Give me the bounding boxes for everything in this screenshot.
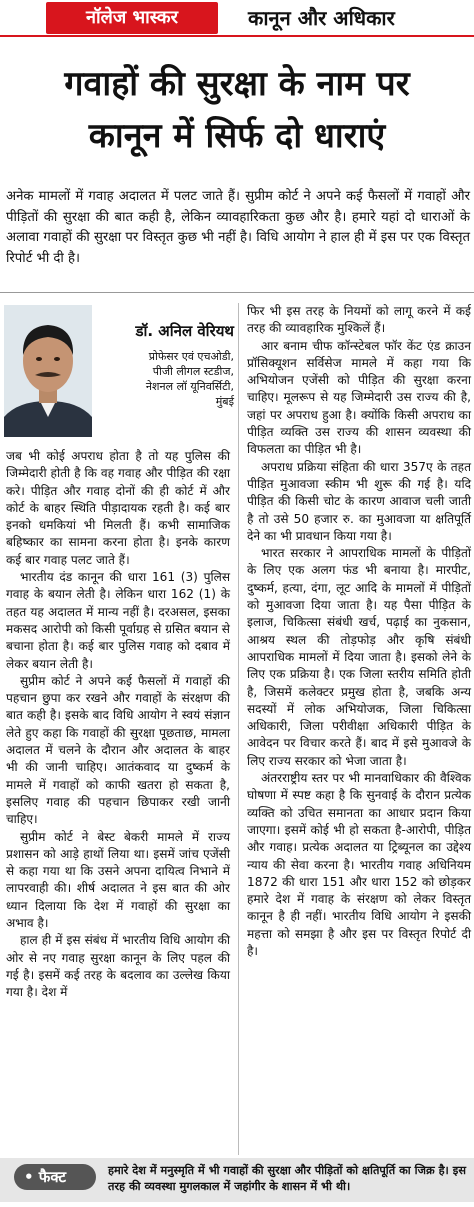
article-column-left bbox=[6, 448, 230, 1002]
author-designation-line1: प्रोफेसर एवं एचओडी, bbox=[148, 350, 234, 363]
author-box bbox=[4, 303, 234, 441]
paragraph: जब भी कोई अपराध होता है तो यह पुलिस की जिम्मेदारी होती है कि वह गवाह और पीड़ित की रक्षा करे। पीड़ित और गवाह दोनों की ही कोर्ट में और कोर्ट के बाहर स्थिति पीड़ादायक रहती है। कई बार इनको धमकियां भी मिलती हैं। कभी सामाजिक बहिष्कार का सामना करना होता है। इनके कारण कई बार गवाह पलट जाते हैं। bbox=[6, 449, 230, 567]
intro-divider bbox=[0, 292, 474, 293]
author-designation-line4: मुंबई bbox=[215, 395, 234, 408]
headline-line2: कानून में सिर्फ दो धाराएं bbox=[88, 116, 386, 156]
column-divider bbox=[238, 303, 239, 1155]
fact-text: हमारे देश में मनुस्मृति में भी गवाहों की सुरक्षा और पीड़ितों को क्षतिपूर्ति का जिक्र है। इस तरह की व्यवस्था मुगलकाल में जहांगीर के शासन में भी थी। bbox=[108, 1164, 466, 1193]
paragraph: सुप्रीम कोर्ट ने अपने कई फैसलों में गवाहों की पहचान छुपा कर रखने और गवाहों के संरक्षण की बात कही है। इसके बाद विधि आयोग ने स्वयं संज्ञान लेते हुए कहा कि गवाहों की सुरक्षा पूछताछ, मामला अदालत में चलने के दौरान और अदालत के बाहर भी की जानी चाहिए। आतंकवाद या दुष्कर्म के मामले में गवाहों को काफी खतरा हो सकता है, इसलिए गवाह की पहचान छिपाकर रखी जानी चाहिए। bbox=[6, 673, 230, 827]
fact-label: • फैक्ट bbox=[14, 1164, 96, 1190]
headline bbox=[0, 58, 474, 162]
article-column-right bbox=[247, 303, 471, 960]
paragraph: आर बनाम चीफ कॉन्स्टेबल फॉर केंट एंड क्राउन प्रॉसिक्यूशन सर्विसेज मामले में कहा गया कि अभियोजन एजेंसी को पीड़ित की सुरक्षा करना चाहिए। मूलरूप से यह जिम्मेदारी उस राज्य की है, जहां पर अपराध हुआ है। क्योंकि किसी अपराध का पीड़ित व्यक्ति उस राज्य की शासन व्यवस्था की विफलता का पीड़ित भी है। bbox=[247, 338, 471, 457]
fact-box bbox=[0, 1158, 474, 1202]
paragraph: सुप्रीम कोर्ट ने बेस्ट बेकरी मामले में राज्य प्रशासन को आड़े हाथों लिया था। इसमें जांच एजेंसी से कहा गया था कि उसने अपना दायित्व निभाने में लापरवाही की। शीर्ष अदालत ने इस बात की ओर ध्यान दिलाया कि देश में गवाहों की सुरक्षा का अभाव है। bbox=[6, 829, 230, 931]
headline-line1: गवाहों की सुरक्षा के नाम पर bbox=[64, 64, 410, 104]
masthead-divider bbox=[0, 35, 474, 37]
paragraph: फिर भी इस तरह के नियमों को लागू करने में कई तरह की व्यावहारिक मुश्किलें हैं। bbox=[247, 304, 471, 336]
masthead bbox=[0, 0, 474, 38]
brand-label: नॉलेज भास्कर bbox=[46, 2, 218, 34]
paragraph: हाल ही में इस संबंध में भारतीय विधि आयोग की ओर से नए गवाह सुरक्षा कानून के लिए पहल की गई है। इसमें कई तरह के बदलाव का उल्लेख किया गया है। देश में bbox=[6, 933, 230, 1000]
paragraph: भारतीय दंड कानून की धारा 161 (3) पुलिस गवाह के बयान लेती है। लेकिन धारा 162 (1) के तहत यह अदालत में मान्य नहीं है। दरअसल, इसका मकसद आरोपी को किसी पूर्वाग्रह से ग्रसित बयान से बचाना होता है। कई बार पुलिस गवाह को दबाव में लेकर बयान लेती है। bbox=[6, 570, 230, 671]
paragraph: अंतरराष्ट्रीय स्तर पर भी मानवाधिकार की वैश्विक घोषणा में स्पष्ट कहा है कि सुनवाई के दौरान प्रत्येक व्यक्ति को उचित समानता का आधार प्रदान किया जाएगा। इसमें कोई भी हो सकता है-आरोपी, पीड़ित और गवाह। प्रत्येक अदालत या ट्रिब्यूनल का उद्देश्य न्याय की सेवा करना है। भारतीय गवाह अधिनियम 1872 की धारा 151 और धारा 152 को छोड़कर हमारे देश में गवाह के संरक्षण को लेकर विस्तृत कानून है ही नहीं। भारतीय विधि आयोग ने इसकी महत्ता को समझा है और इस पर विस्तृत रिपोर्ट दी है। bbox=[247, 771, 471, 958]
author-designation-line2: पीजी लीगल स्टडीज, bbox=[152, 365, 234, 378]
author-designation-line3: नेशनल लॉ यूनिवर्सिटी, bbox=[145, 380, 234, 393]
paragraph: अपराध प्रक्रिया संहिता की धारा 357ए के तहत पीड़ित मुआवजा स्कीम भी शुरू की गई है। यदि पीड़ित की किसी चोट के कारण आवाज चली जाती है तो उसे 50 हजार रु. का मुआवजा या क्षतिपूर्ति देने का भी प्रावधान किया गया है। bbox=[247, 459, 471, 543]
author-designation bbox=[100, 349, 234, 409]
intro-paragraph: अनेक मामलों में गवाह अदालत में पलट जाते हैं। सुप्रीम कोर्ट ने अपने कई फैसलों में गवाहों और पीड़ितों की सुरक्षा की बात कही है, लेकिन व्यावहारिकता कुछ और है। हमारे यहां दो धाराओं के अलावा गवाहों की सुरक्षा पर विस्तृत कुछ भी नहीं है। विधि आयोग ने हाल ही में इस पर एक विस्तृत रिपोर्ट भी दी है। bbox=[6, 189, 470, 266]
author-name: डॉ. अनिल वेरियथ bbox=[135, 322, 234, 340]
author-portrait-icon bbox=[4, 305, 92, 437]
section-label: कानून और अधिकार bbox=[248, 6, 395, 30]
author-photo bbox=[4, 305, 92, 437]
paragraph: भारत सरकार ने आपराधिक मामलों के पीड़ितों के लिए एक अलग फंड भी बनाया है। मारपीट, दुष्कर्म, हत्या, दंगा, लूट आदि के मामलों में पीड़ितों को मुआवजा दिया जाता है। यह पैसा पीड़ित के इलाज, चिकित्सा संबंधी खर्च, पढ़ाई का नुकसान, आश्रय स्थल की तोड़फोड़ और कृषि संबंधी आपराधिक मामलों में दिया जाता है। इसको लेने के लिए एक प्रक्रिया है। एक जिला स्तरीय समिति होती है, जिसमें कलेक्टर प्रमुख होता है, जबकि अन्य सदस्यों में लोक अभियोजक, जिला चिकित्सा अधिकारी, जिला परीवीक्षा अधिकारी पीड़ित के आवेदन पर विचार करते हैं। बाद में इसे मुआवजे के लिए राज्य सरकार को भेजा जाता है। bbox=[247, 546, 471, 768]
